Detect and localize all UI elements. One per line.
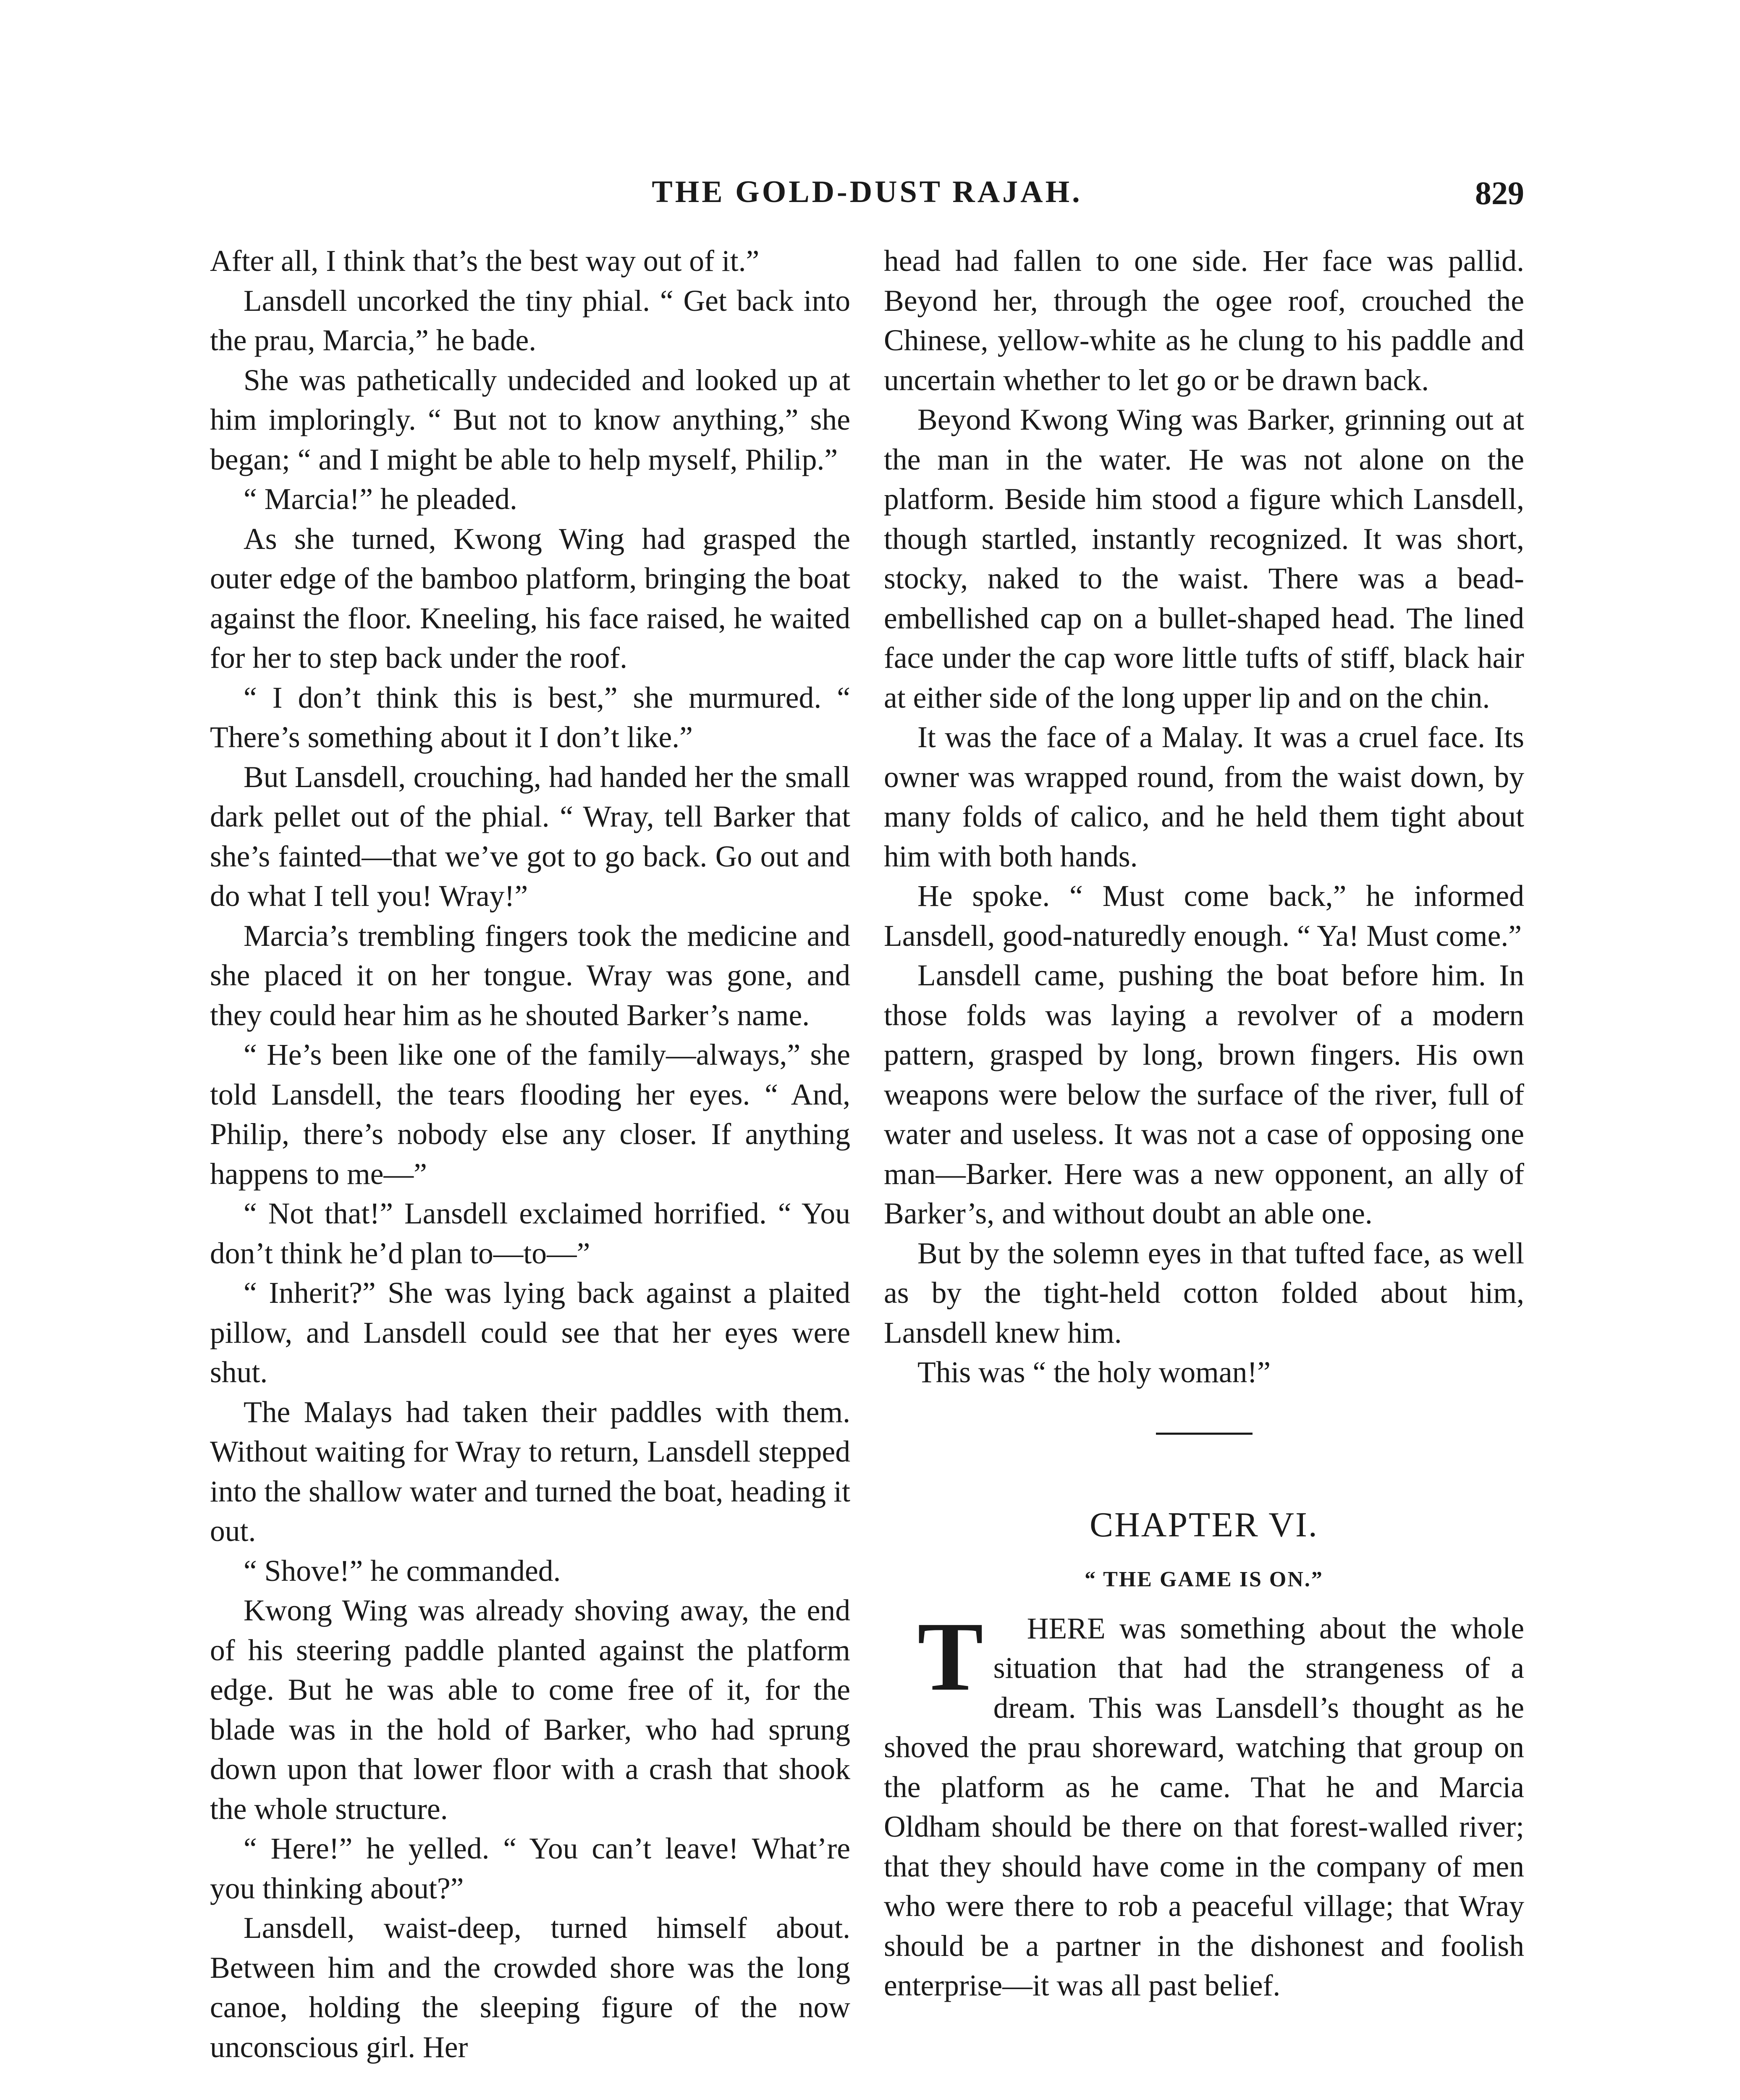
paragraph: “ Shove!” he commanded.	[244, 1554, 561, 1588]
section-divider	[1156, 1433, 1253, 1435]
paragraph: But by the solemn eyes in that tufted face, as well as by the tight-held cotton folded about him, Lansdell knew him.	[884, 1236, 1524, 1349]
chapter-title: CHAPTER VI.	[1090, 1505, 1318, 1544]
chapter-subtitle: “ THE GAME IS ON.”	[1085, 1567, 1323, 1591]
paragraph: After all, I think that’s the best way out of it.”	[210, 244, 760, 278]
paragraph: He spoke. “ Must come back,” he informed Lansdell, good-naturedly enough. “ Ya! Must come.”	[884, 879, 1524, 953]
running-head	[210, 174, 1524, 225]
paragraph: It was the face of a Malay. It was a cruel face. Its owner was wrapped round, from the waist down, by many folds of calico, and he held them tight about him with both hands.	[884, 721, 1524, 873]
running-title: THE GOLD-DUST RAJAH.	[652, 175, 1082, 209]
paragraph: Kwong Wing was already shoving away, the end of his steering paddle planted against the platform edge. But he was able to come free of it, for the blade was in the hold of Barker, who had sprung down upon that lower floor with a crash that shook the whole structure.	[210, 1594, 850, 1826]
paragraph: “ Marcia!” he pleaded.	[244, 483, 517, 516]
paragraph: Beyond Kwong Wing was Barker, grinning out at the man in the water. He was not alone on the platform. Beside him stood a figure which Lansdell, though startled, instantly recognized. It was short, stocky, naked to the waist. There was a bead-embellished cap on a bullet-shaped head. The lined face under the cap wore little tufts of stiff, black hair at either side of the long upper lip and on the chin.	[884, 403, 1524, 714]
paragraph: “ Inherit?” She was lying back against a plaited pillow, and Lansdell could see that her eyes were shut.	[210, 1276, 850, 1389]
page-number: 829	[1475, 175, 1524, 211]
paragraph: She was pathetically undecided and looked up at him imploringly. “ But not to know anything,” she began; “ and I might be able to help myself, Philip.”	[210, 363, 850, 476]
paragraph: “ I don’t think this is best,” she murmured. “ There’s something about it I don’t like.”	[210, 681, 850, 754]
paragraph: head had fallen to one side. Her face was pallid. Beyond her, through the ogee roof, crouched the Chinese, yellow-white as he clung to his paddle and uncertain whether to let go or be drawn back.	[884, 244, 1524, 397]
paragraph: Lansdell uncorked the tiny phial. “ Get back into the prau, Marcia,” he bade.	[210, 284, 850, 357]
paragraph: Marcia’s trembling fingers took the medicine and she placed it on her tongue. Wray was gone, and they could hear him as he shouted Barker’s name.	[210, 919, 850, 1032]
paragraph: The Malays had taken their paddles with them. Without waiting for Wray to return, Lansdell stepped into the shallow water and turned the boat, heading it out.	[210, 1395, 850, 1548]
paragraph: Lansdell came, pushing the boat before him. In those folds was laying a revolver of a modern pattern, grasped by long, brown fingers. His own weapons were below the surface of the river, full of water and useless. It was not a case of opposing one man—Barker. Here was a new opponent, an ally of Barker’s, and without doubt an able one.	[884, 959, 1524, 1230]
paragraph: “ Not that!” Lansdell exclaimed horrified. “ You don’t think he’d plan to—to—”	[210, 1197, 850, 1270]
paragraph: But Lansdell, crouching, had handed her the small dark pellet out of the phial. “ Wray, tell Barker that she’s fainted—that we’ve got to go back. Go out and do what I tell you! Wray!”	[210, 760, 850, 913]
paragraph: This was “ the holy woman!”	[917, 1356, 1271, 1389]
paragraph: “ He’s been like one of the family—always,” she told Lansdell, the tears flooding her eyes. “ And, Philip, there’s nobody else any closer. If anything happens to me—”	[210, 1038, 850, 1191]
chapter-opening-text: HERE was something about the whole situation that had the strangeness of a dream. This was Lansdell’s thought as he shoved the prau shoreward, watching that group on the platform as he came. That he and Marcia Oldham should be there on that forest-walled river; that they should have come in the company of men who were there to rob a peaceful village; that Wray should be a partner in the dishonest and foolish enterprise—it was all past belief.	[884, 1612, 1524, 2002]
right-column	[884, 242, 1524, 2006]
left-column	[210, 242, 850, 2067]
paragraph: “ Here!” he yelled. “ You can’t leave! What’re you thinking about?”	[210, 1832, 850, 1905]
paragraph: As she turned, Kwong Wing had grasped the outer edge of the bamboo platform, bringing the boat against the floor. Kneeling, his face raised, he waited for her to step back under the roof.	[210, 522, 850, 675]
chapter-opening-paragraph	[884, 1601, 1524, 2006]
drop-cap: T	[917, 1601, 983, 1711]
paragraph: Lansdell, waist-deep, turned himself about. Between him and the crowded shore was the long canoe, holding the sleeping figure of the now unconscious girl. Her	[210, 1911, 850, 2064]
